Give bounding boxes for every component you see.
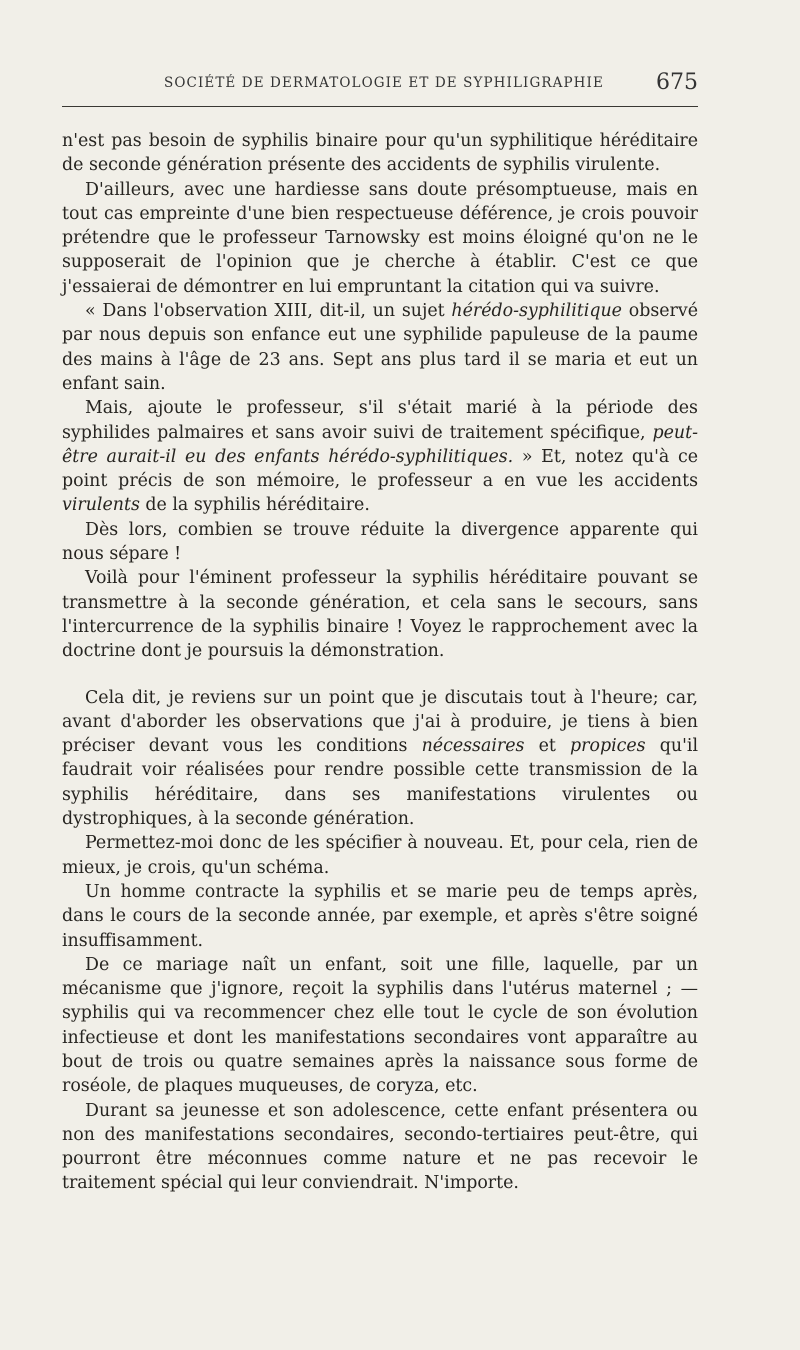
text-run: « Dans l'observation XIII, dit-il, un sujet <box>85 301 452 322</box>
body-text <box>62 129 698 1196</box>
paragraph: De ce mariage naît un enfant, soit une fille, laquelle, par un mécanisme que j'ignore, reçoit la syphilis dans l'utérus maternel ; — syphilis qui va recommencer chez elle tout le cycle de son évolution infectieuse et dont les manifestations secondaires vont apparaître au bout de trois ou quatre semaines après la naissance sous forme de roséole, de plaques muqueuses, de coryza, etc. <box>62 954 698 1097</box>
paragraph: Un homme contracte la syphilis et se marie peu de temps après, dans le cours de la seconde année, par exemple, et après s'être soigné insuffisamment. <box>62 881 698 951</box>
page-number: 675 <box>656 70 698 95</box>
text-run: Cela dit, je reviens sur un point que je discutais tout à l'heure; car, avant d'aborder les observations que j'ai à produire, je tiens à bien préciser devant vous les conditions <box>62 687 698 757</box>
text-run: qu'il faudrait voir réalisées pour rendre possible cette transmission de la syphilis héréditaire, dans ses manifestations virulentes ou dystrophiques, à la seconde génération. <box>62 736 698 830</box>
paragraph: Permettez-moi donc de les spécifier à nouveau. Et, pour cela, rien de mieux, je crois, qu'un schéma. <box>62 833 698 878</box>
paragraph: Durant sa jeunesse et son adolescence, cette enfant présentera ou non des manifestations secondaires, secondo-tertiaires peut-être, qui pourront être méconnues comme nature et ne pas recevoir le traitement spécial qui leur conviendrait. N'importe. <box>62 1100 698 1194</box>
running-title: SOCIÉTÉ DE DERMATOLOGIE ET DE SYPHILIGRAPHIE <box>164 75 604 91</box>
paragraph: Dès lors, combien se trouve réduite la divergence apparente qui nous sépare ! <box>62 519 698 565</box>
italic-term: hérédo-syphilitique <box>451 301 622 322</box>
italic-term: propices <box>570 736 646 757</box>
paragraph <box>62 299 698 396</box>
text-run: Mais, ajoute le professeur, s'il s'était marié à la période des syphilides palmaires et sans avoir suivi de traitement spécifique, <box>62 398 698 443</box>
paragraph <box>62 396 698 517</box>
running-header <box>62 70 698 107</box>
paragraph: D'ailleurs, avec une hardiesse sans doute présomptueuse, mais en tout cas empreinte d'une bien respectueuse déférence, je crois pouvoir prétendre que le professeur Tarnowsky est moins éloigné qu'on ne le supposerait de l'opinion que je cherche à établir. C'est ce que j'essaierai de démontrer en lui empruntant la citation qui va suivre. <box>62 179 698 297</box>
paragraph <box>62 686 698 832</box>
text-run: et <box>524 736 571 757</box>
paragraph: n'est pas besoin de syphilis binaire pour qu'un syphilitique héréditaire de seconde génération présente des accidents de syphilis virulente. <box>62 131 698 176</box>
paragraph: Voilà pour l'éminent professeur la syphilis héréditaire pouvant se transmettre à la seconde génération, et cela sans le secours, sans l'intercurrence de la syphilis binaire ! Voyez le rapprochement avec la doctrine dont je poursuis la démonstration. <box>62 568 698 662</box>
italic-term: nécessaires <box>421 736 525 757</box>
italic-phrase: peut-être aurait-il eu des enfants hérédo-syphilitiques. <box>62 422 698 467</box>
text-run: » Et, notez qu'à ce point précis de son mémoire, le professeur a en vue les accidents <box>62 446 698 492</box>
italic-term: virulents <box>62 495 140 516</box>
text-run: de la syphilis héréditaire. <box>139 495 370 516</box>
text-run: observé par nous depuis son enfance eut une syphilide papuleuse de la paume des mains à l'âge de 23 ans. Sept ans plus tard il se maria et eut un enfant sain. <box>62 301 698 394</box>
